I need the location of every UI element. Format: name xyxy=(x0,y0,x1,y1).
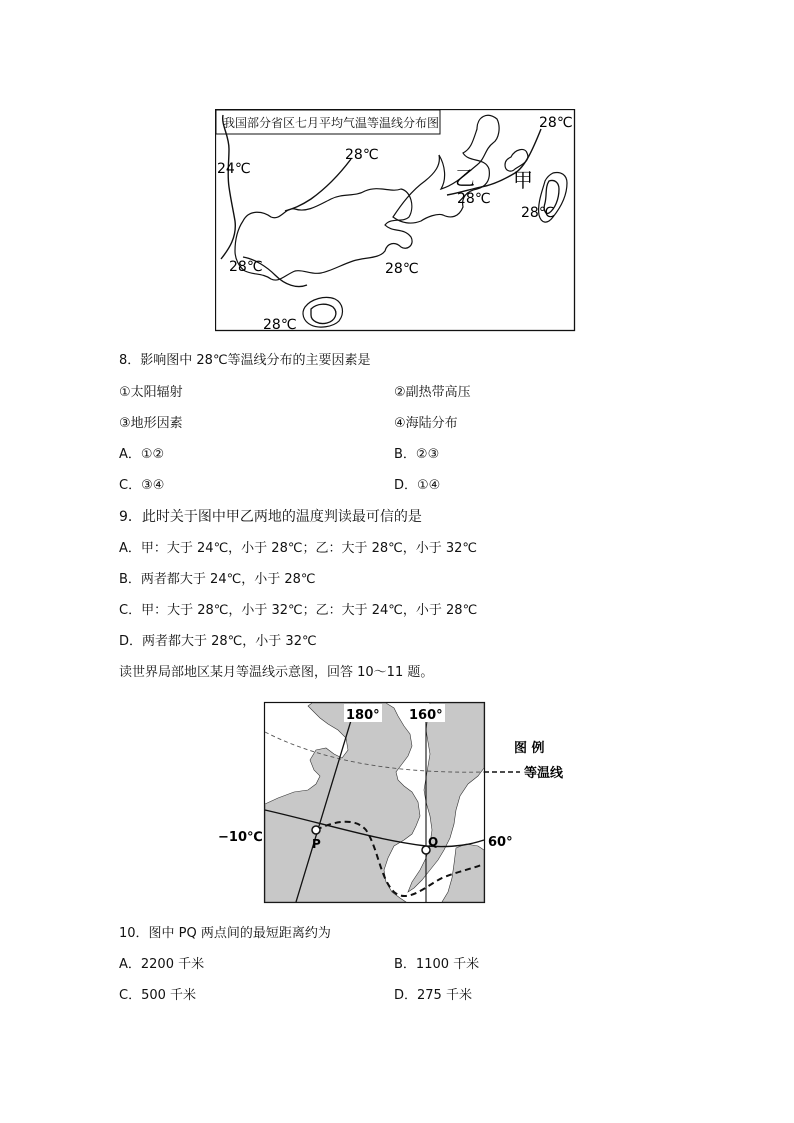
q8-answer-a[interactable]: A．①② xyxy=(119,447,165,462)
label-isotherm-value: −10℃ xyxy=(218,830,263,845)
q10-answer-d[interactable]: D．275 千米 xyxy=(394,988,472,1003)
point-p xyxy=(312,826,320,834)
label-lon-160: 160° xyxy=(409,708,443,723)
label-24c: 24℃ xyxy=(217,161,251,177)
q8-stem: 8．影响图中 28℃等温线分布的主要因素是 xyxy=(119,353,371,368)
q8-answer-b[interactable]: B．②③ xyxy=(394,447,440,462)
legend-item: 等温线 xyxy=(524,766,564,781)
label-28c-top-right: 28℃ xyxy=(539,115,573,131)
legend-title: 图 例 xyxy=(514,741,545,756)
world-isotherm-map xyxy=(216,698,586,908)
label-lat-60: 60° xyxy=(488,835,513,850)
q9-answer-a[interactable]: A．甲：大于 24℃，小于 28℃；乙：大于 28℃，小于 32℃ xyxy=(119,541,477,556)
q8-option-2: ②副热带高压 xyxy=(394,385,471,400)
label-28c-hainan: 28℃ xyxy=(263,317,297,332)
china-isotherm-map xyxy=(215,109,576,332)
q9-answer-d[interactable]: D．两者都大于 28℃，小于 32℃ xyxy=(119,634,317,649)
q9-stem: 9．此时关于图中甲乙两地的温度判读最可信的是 xyxy=(119,509,422,525)
q8-answer-c[interactable]: C．③④ xyxy=(119,478,165,493)
map1-title: 我国部分省区七月平均气温等温线分布图 xyxy=(223,116,440,130)
label-28c-taiwan: 28℃ xyxy=(521,205,555,221)
label-28c-coast: 28℃ xyxy=(385,261,419,277)
label-p: P xyxy=(312,837,321,851)
q10-answer-c[interactable]: C．500 千米 xyxy=(119,988,197,1003)
q10-answer-a[interactable]: A．2200 千米 xyxy=(119,957,205,972)
q8-option-4: ④海陆分布 xyxy=(394,416,458,431)
q10-answer-b[interactable]: B．1100 千米 xyxy=(394,957,480,972)
label-28c-north: 28℃ xyxy=(345,147,379,163)
label-jia: 甲 xyxy=(513,168,533,192)
q10-stem: 10．图中 PQ 两点间的最短距离约为 xyxy=(119,926,331,941)
q9-answer-b[interactable]: B．两者都大于 24℃，小于 28℃ xyxy=(119,572,316,587)
q9-answer-c[interactable]: C．甲：大于 28℃，小于 32℃；乙：大于 24℃，小于 28℃ xyxy=(119,603,478,618)
label-lon-180: 180° xyxy=(346,708,380,723)
q8-answer-d[interactable]: D．①④ xyxy=(394,478,441,493)
label-28c-korea: 28℃ xyxy=(457,191,491,207)
q8-option-1: ①太阳辐射 xyxy=(119,385,183,400)
label-q: Q xyxy=(428,835,439,849)
label-yi: 乙 xyxy=(455,166,475,190)
label-28c-south-left: 28℃ xyxy=(229,259,263,275)
section-intro: 读世界局部地区某月等温线示意图，回答 10～11 题。 xyxy=(119,665,434,680)
q8-option-3: ③地形因素 xyxy=(119,416,183,431)
